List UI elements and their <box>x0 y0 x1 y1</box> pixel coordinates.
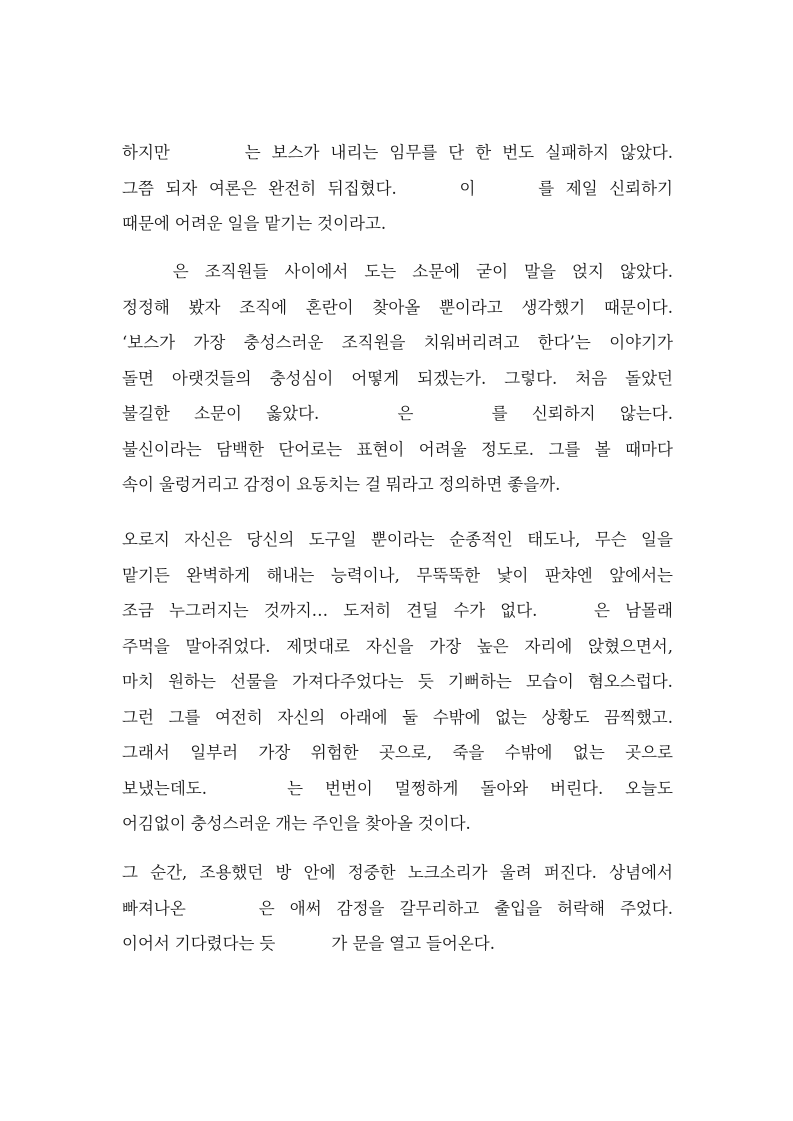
text-line <box>122 806 673 842</box>
word: 노크소리가 <box>407 863 488 882</box>
word: 옳았다. <box>266 404 320 423</box>
word: 수가 <box>453 601 486 620</box>
word: 위험한 <box>310 743 359 762</box>
word: 를 <box>491 404 508 423</box>
word: 아랫것들의 <box>171 368 252 388</box>
text-line <box>122 593 673 629</box>
word: 가장 <box>429 636 462 656</box>
word: 어김없이 <box>122 814 186 833</box>
text-line <box>122 254 673 290</box>
text-line <box>122 700 673 736</box>
word: 돌면 <box>122 368 154 388</box>
word: 조직에 <box>239 297 288 317</box>
word: 수밖에 <box>432 707 481 727</box>
word: 무슨 <box>594 530 627 549</box>
word: 정도로. <box>480 439 535 459</box>
word: 사이에서 <box>284 262 349 281</box>
word: 완전히 <box>268 178 317 198</box>
text-line <box>122 467 673 503</box>
word: 높은 <box>476 636 509 656</box>
word: 정정해 <box>122 297 170 317</box>
word: 그를 <box>168 707 201 727</box>
word: 볼 <box>594 439 611 459</box>
text-line <box>122 771 673 807</box>
word: 능력이나, <box>330 565 400 585</box>
word: 생각했기 <box>521 297 586 317</box>
word: 없다. <box>500 601 538 620</box>
word: 울렁거리고 <box>158 475 239 494</box>
word: 문을 <box>352 934 385 953</box>
word: 정중한 <box>347 863 396 882</box>
word: 당신의 <box>246 530 295 549</box>
word: 이야기가 <box>609 333 673 352</box>
word: 도구일 <box>308 530 357 549</box>
word: 남몰래 <box>625 601 673 620</box>
text-line <box>122 361 673 397</box>
word: 얹지 <box>572 262 604 281</box>
word: 단 <box>448 143 465 162</box>
word: 멀쩡하게 <box>394 778 459 798</box>
word: 끔찍했고. <box>603 707 673 727</box>
word: 혼란이 <box>305 297 354 317</box>
name-blank <box>487 171 527 207</box>
word: 판챠엔 <box>544 565 593 585</box>
word: 듯 <box>417 672 434 691</box>
text-line <box>122 629 673 665</box>
word: 말아쥐었다. <box>185 636 271 656</box>
word: 어떻게 <box>351 368 400 388</box>
word: 상황도 <box>541 707 590 727</box>
word: 실패하지 <box>545 143 609 162</box>
name-blank <box>201 891 244 927</box>
word: 뭐라고 <box>385 475 434 494</box>
word: 앞에서는 <box>609 565 673 585</box>
word: 요동치는 <box>296 475 360 494</box>
text-line <box>122 290 673 326</box>
word: 가 <box>331 934 348 953</box>
name-blank <box>438 396 468 432</box>
word: 수밖에 <box>504 743 553 762</box>
word: 가장 <box>193 333 226 352</box>
word: 이어서 <box>122 934 170 953</box>
word: 맡기는 <box>264 214 313 233</box>
word: 애써 <box>289 898 322 918</box>
word: 조직원들 <box>204 262 269 281</box>
text-line <box>122 558 673 594</box>
text-line <box>122 891 673 927</box>
word: 한 <box>475 143 492 162</box>
word: 뿐이라는 <box>370 530 435 549</box>
word: 허락해 <box>557 898 605 918</box>
word: 봤자 <box>188 297 221 317</box>
word: 일을 <box>227 214 260 233</box>
word: 혐오스럽다. <box>587 672 673 691</box>
word: 것이다. <box>417 814 471 833</box>
word: 충성스러운 <box>243 333 324 352</box>
word: 주었다. <box>619 898 673 918</box>
word: 기다렸다는 <box>174 934 255 953</box>
word: 주먹을 <box>122 636 170 656</box>
word: 조용했던 <box>199 863 264 882</box>
word: 여전히 <box>214 707 263 727</box>
word: 조직원을 <box>341 333 406 352</box>
word: 울려 <box>499 863 532 882</box>
word: 것이라고. <box>317 214 387 233</box>
word: 내리는 <box>330 143 379 162</box>
word: 제일 <box>565 178 598 198</box>
word: 불신이라는 <box>122 439 202 459</box>
word: 모습이 <box>525 672 574 691</box>
word: 이 <box>459 178 476 198</box>
word: 찾아올 <box>364 814 413 833</box>
word: 돌아와 <box>480 778 529 798</box>
word: 원하는 <box>168 672 216 691</box>
word: 충성스러운 <box>190 814 271 833</box>
word: 되자 <box>165 178 198 198</box>
word: 은 <box>594 601 610 620</box>
word: 태도나, <box>527 530 581 549</box>
word: 걸 <box>364 475 381 494</box>
word: 단어로는 <box>278 439 343 459</box>
word: 찾아올 <box>372 297 421 317</box>
word: 자신의 <box>277 707 326 727</box>
word: 치워버리려고 <box>423 333 520 352</box>
word: 순종적인 <box>449 530 513 549</box>
word: 감정을 <box>336 898 385 918</box>
word: 오로지 <box>122 530 170 549</box>
text-line <box>122 926 673 962</box>
word: 곳으로 <box>625 743 673 762</box>
word: 기뻐하는 <box>448 672 512 691</box>
word: 자리에 <box>524 636 573 656</box>
word: 때마다 <box>625 439 673 459</box>
word: 낯이 <box>496 565 529 585</box>
name-blank <box>181 135 234 171</box>
text-line <box>122 522 673 558</box>
word: 안에 <box>303 863 336 882</box>
word: 소문이 <box>194 404 242 423</box>
word: 않았다. <box>619 262 673 281</box>
word: 해내는 <box>266 565 315 585</box>
word: 자신은 <box>184 530 233 549</box>
name-blank <box>553 593 579 629</box>
word: 맡기든 <box>122 565 170 585</box>
text-line <box>122 325 673 361</box>
word: 없는 <box>572 743 605 762</box>
word: 않는다. <box>619 404 673 423</box>
word: 뿐이라고 <box>438 297 503 317</box>
word: 일을 <box>641 530 673 549</box>
word: 누그러지는 <box>169 601 249 620</box>
paragraph-4 <box>122 855 673 962</box>
word: 그쯤 <box>122 178 154 198</box>
word: 그런 <box>122 707 154 727</box>
word: 도는 <box>364 262 397 281</box>
paragraph-2 <box>122 254 673 503</box>
word: 빠져나온 <box>122 898 186 918</box>
word: 갈무리하고 <box>399 898 480 918</box>
word: 은 <box>258 898 275 918</box>
word: 임무를 <box>389 143 438 162</box>
word: 순간, <box>150 863 188 882</box>
word: 완벽하게 <box>186 565 251 585</box>
word: 번번이 <box>324 778 373 798</box>
text-line <box>122 855 673 891</box>
word: 아래에 <box>339 707 388 727</box>
text-line <box>122 664 673 700</box>
word: 제멋대로 <box>286 636 350 656</box>
text-line <box>122 171 673 207</box>
text-line <box>122 396 673 432</box>
word: 신뢰하지 <box>531 404 596 423</box>
word: 굳이 <box>476 262 509 281</box>
text-line <box>122 135 673 171</box>
word: 담백한 <box>216 439 264 459</box>
word: 그 <box>122 863 138 882</box>
text-line <box>122 206 673 242</box>
word: 오늘도 <box>625 778 673 798</box>
word: 때문에 <box>122 214 170 233</box>
word: 무뚝뚝한 <box>416 565 481 585</box>
word: 그렇다. <box>504 368 558 388</box>
word: 뒤집혔다. <box>327 178 397 198</box>
word: 은 <box>172 262 189 281</box>
word: 그를 <box>548 439 581 459</box>
name-blank <box>229 771 265 807</box>
word: 들어온다. <box>425 934 495 953</box>
word: 은 <box>397 404 414 423</box>
word: 한다’는 <box>537 333 591 352</box>
name-blank <box>344 396 374 432</box>
paragraph-1 <box>122 135 673 242</box>
word: 는 <box>287 778 304 798</box>
word: 방 <box>275 863 292 882</box>
word: 주인을 <box>312 814 360 833</box>
word: 소문에 <box>412 262 461 281</box>
name-blank <box>280 926 326 962</box>
word: 번도 <box>502 143 535 162</box>
word: 감정이 <box>243 475 292 494</box>
word: 충성심이 <box>269 368 334 388</box>
word: 를 <box>538 178 555 198</box>
word: 하지만 <box>122 143 170 162</box>
word: 않았다. <box>619 143 673 162</box>
word: 퍼진다. <box>543 863 597 882</box>
word: 돌았던 <box>625 368 673 388</box>
name-blank <box>408 171 448 207</box>
word: 열고 <box>389 934 422 953</box>
word: 개는 <box>275 814 308 833</box>
word: 보냈는데도. <box>122 778 207 798</box>
word: 자신을 <box>365 636 414 656</box>
word: 어려운 <box>174 214 223 233</box>
word: 불길한 <box>122 404 170 423</box>
word: 둘 <box>402 707 419 727</box>
word: 상념에서 <box>609 863 673 882</box>
word: 것까지… <box>263 601 329 620</box>
word: 그래서 <box>122 743 170 762</box>
word: 일부러 <box>190 743 239 762</box>
word: 견딜 <box>406 601 439 620</box>
word: 도저히 <box>343 601 392 620</box>
word: 되겠는가. <box>417 368 487 388</box>
word: 곳으로, <box>378 743 432 762</box>
word: 버린다. <box>550 778 604 798</box>
word: 신뢰하기 <box>609 178 673 198</box>
word: 보스가 <box>271 143 320 162</box>
word: 출입을 <box>494 898 543 918</box>
word: 말을 <box>524 262 556 281</box>
text-line <box>122 735 673 771</box>
word: 처음 <box>575 368 608 388</box>
word: 속이 <box>122 475 154 494</box>
word: 좋을까. <box>507 475 561 494</box>
word: 조금 <box>122 601 154 620</box>
text-line <box>122 432 673 468</box>
paragraph-3 <box>122 522 673 842</box>
word: 가져다주었다는 <box>292 672 404 691</box>
word: 때문이다. <box>603 297 673 317</box>
word: 없는 <box>495 707 527 727</box>
word: 어려울 <box>418 439 467 459</box>
word: 는 <box>244 143 261 162</box>
word: 표현이 <box>356 439 405 459</box>
word: 가장 <box>258 743 291 762</box>
word: 듯 <box>259 934 276 953</box>
word: 선물을 <box>230 672 278 691</box>
name-blank <box>122 254 157 290</box>
word: 여론은 <box>208 178 257 198</box>
word: 마치 <box>122 672 154 691</box>
word: 앉혔으면서, <box>588 636 673 656</box>
word: ‘보스가 <box>122 333 176 352</box>
word: 정의하면 <box>438 475 503 494</box>
word: 죽을 <box>452 743 485 762</box>
